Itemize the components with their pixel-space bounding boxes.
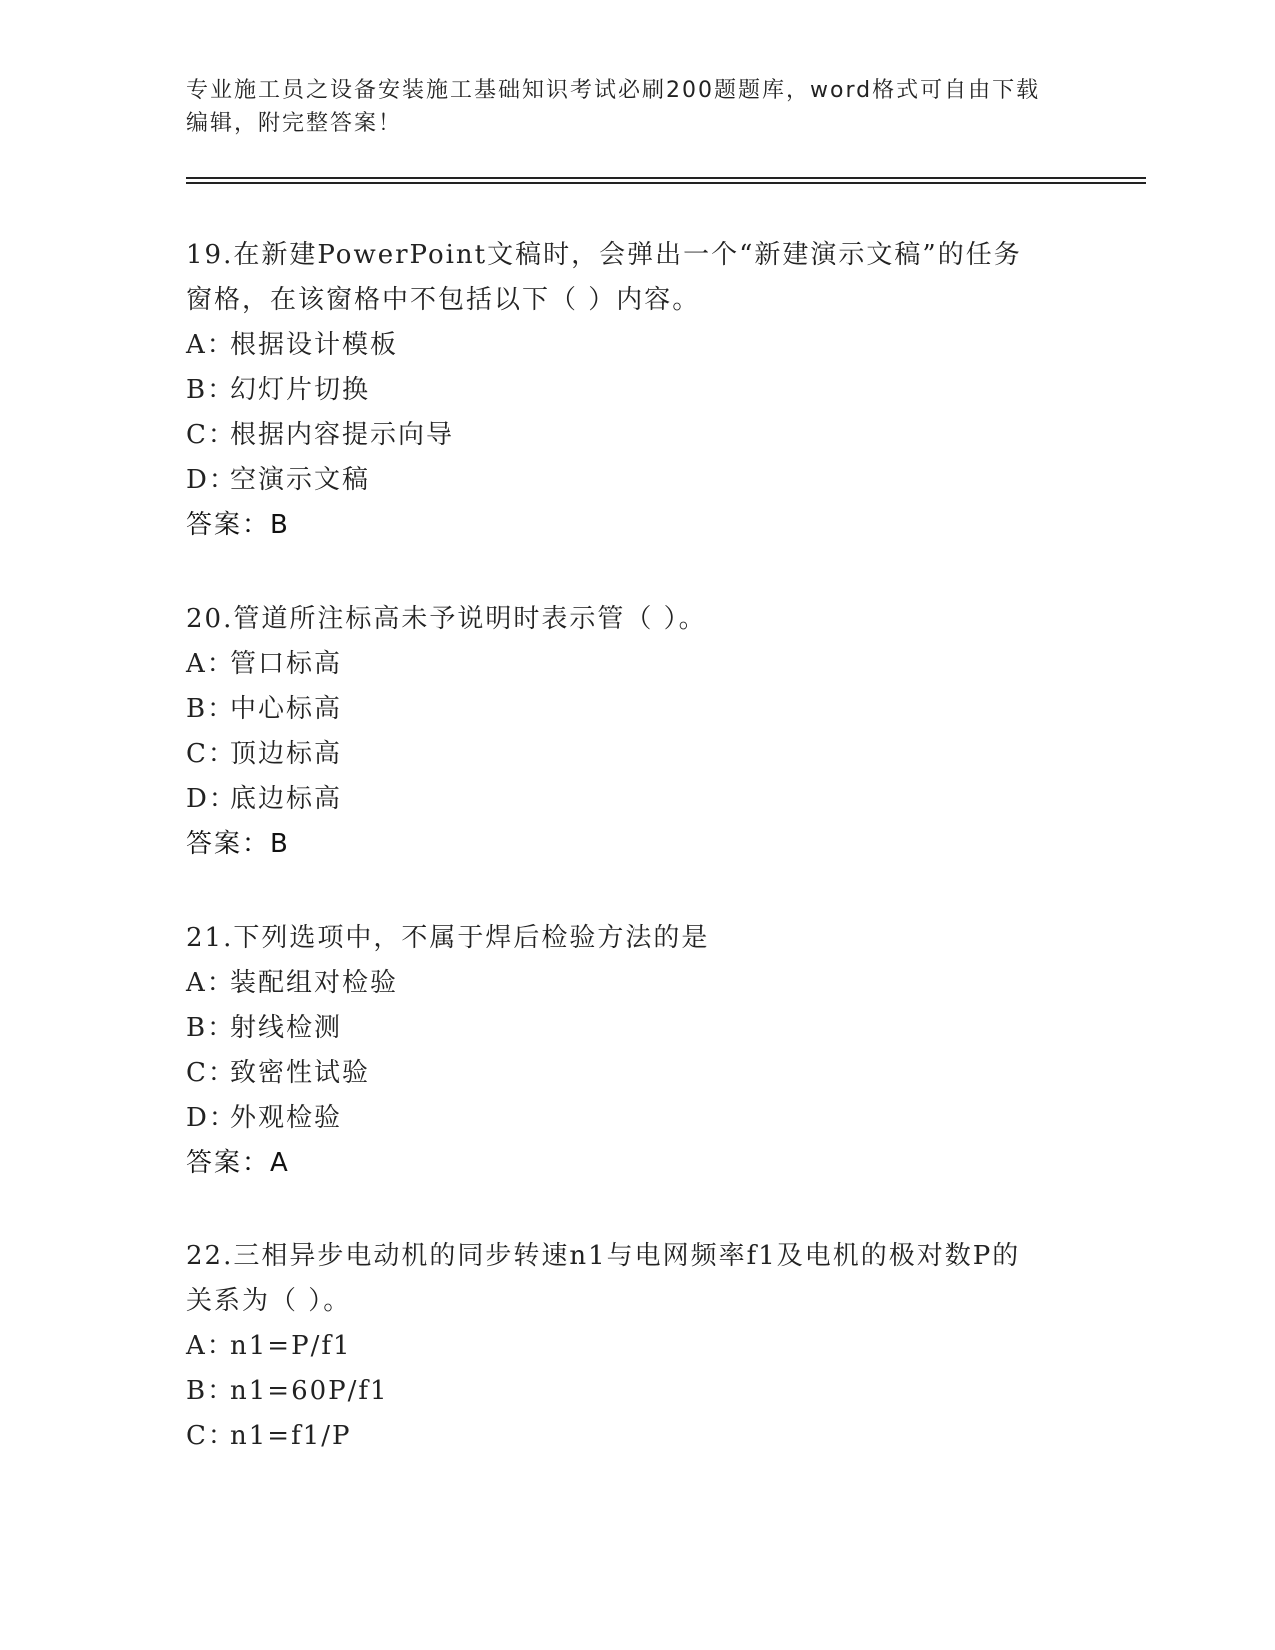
header-divider-top <box>186 177 1146 179</box>
option-label: D： <box>186 1103 237 1133</box>
option-text: 中心标高 <box>230 694 343 724</box>
option-label: A： <box>186 649 235 679</box>
option-b <box>186 1006 1086 1051</box>
option-c <box>186 732 1086 777</box>
answer: 答案：A <box>186 1148 290 1178</box>
option-label: D： <box>186 784 237 814</box>
option-b <box>186 368 1086 413</box>
option-text: 射线检测 <box>230 1013 343 1043</box>
option-label: D： <box>186 465 237 495</box>
option-text: 顶边标高 <box>230 739 343 769</box>
option-label: C： <box>186 739 236 769</box>
option-text: 管口标高 <box>230 649 343 679</box>
option-label: B： <box>186 1013 236 1043</box>
option-text: n1=P/f1 <box>230 1331 352 1361</box>
option-text: n1=60P/f1 <box>230 1376 389 1406</box>
option-label: A： <box>186 968 235 998</box>
option-c <box>186 1414 1086 1459</box>
question-title-line-1: 19.在新建PowerPoint文稿时，会弹出一个“新建演示文稿”的任务 <box>186 240 1022 270</box>
option-d <box>186 777 1086 822</box>
header-line-1: 专业施工员之设备安装施工基础知识考试必刷200题题库，word格式可自由下载 <box>186 78 1041 103</box>
option-b <box>186 687 1086 732</box>
option-label: B： <box>186 694 236 724</box>
option-text: 外观检验 <box>230 1103 343 1133</box>
question-21 <box>186 916 1086 1186</box>
option-text: 根据设计模板 <box>230 330 399 360</box>
option-a <box>186 323 1086 368</box>
option-d <box>186 1096 1086 1141</box>
option-label: B： <box>186 1376 236 1406</box>
option-a <box>186 1324 1086 1369</box>
option-label: C： <box>186 1421 236 1451</box>
question-title-line-2: 关系为（ ）。 <box>186 1286 352 1316</box>
option-label: A： <box>186 330 235 360</box>
option-a <box>186 961 1086 1006</box>
option-text: 空演示文稿 <box>230 465 371 495</box>
option-label: C： <box>186 1058 236 1088</box>
question-22 <box>186 1234 1086 1459</box>
header-line-2: 编辑，附完整答案！ <box>186 111 403 136</box>
question-title-line-2: 窗格，在该窗格中不包括以下（ ）内容。 <box>186 285 701 315</box>
option-text: n1=f1/P <box>230 1421 352 1451</box>
question-19 <box>186 233 1086 548</box>
option-c <box>186 413 1086 458</box>
option-text: 底边标高 <box>230 784 343 814</box>
option-label: A： <box>186 1331 235 1361</box>
option-d <box>186 458 1086 503</box>
document-header <box>186 74 1086 140</box>
question-title-line-1: 21.下列选项中，不属于焊后检验方法的是 <box>186 923 710 953</box>
option-text: 幻灯片切换 <box>230 375 371 405</box>
option-text: 致密性试验 <box>230 1058 371 1088</box>
option-label: B： <box>186 375 236 405</box>
option-label: C： <box>186 420 236 450</box>
question-20 <box>186 597 1086 867</box>
option-text: 装配组对检验 <box>230 968 399 998</box>
option-c <box>186 1051 1086 1096</box>
option-b <box>186 1369 1086 1414</box>
option-text: 根据内容提示向导 <box>230 420 455 450</box>
header-divider-bottom <box>186 182 1146 184</box>
question-title-line-1: 20.管道所注标高未予说明时表示管（ ）。 <box>186 604 707 634</box>
answer: 答案：B <box>186 829 290 859</box>
question-title-line-1: 22.三相异步电动机的同步转速n1与电网频率f1及电机的极对数P的 <box>186 1241 1021 1271</box>
answer: 答案：B <box>186 510 290 540</box>
option-a <box>186 642 1086 687</box>
